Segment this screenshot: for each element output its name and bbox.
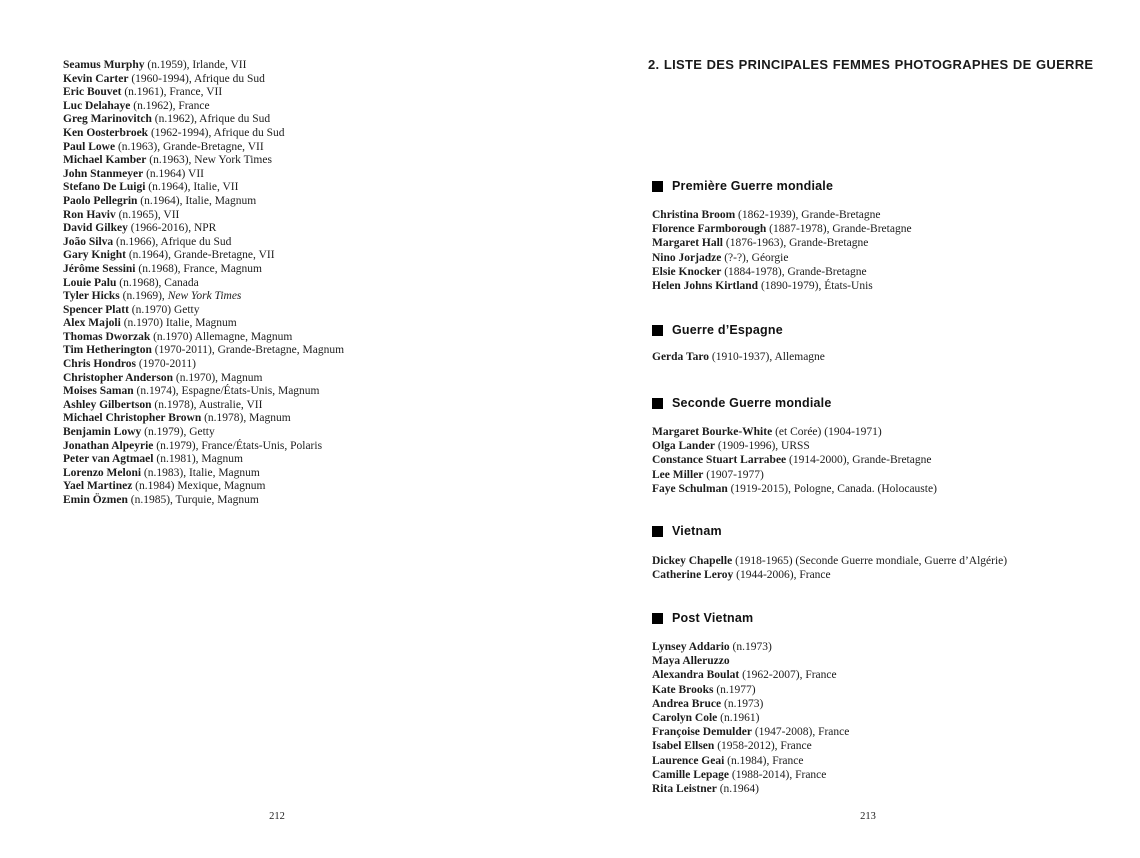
photographer-name: Tyler Hicks — [63, 290, 120, 303]
photographer-details: (1988-2014), France — [728, 768, 827, 781]
photographer-entry — [63, 344, 344, 358]
section-list-premiere-guerre-mondiale — [652, 208, 912, 293]
photographer-entry — [63, 480, 344, 494]
photographer-details: (n.1979), France/États-Unis, Polaris — [153, 439, 323, 452]
photographer-name: Paul Lowe — [63, 140, 116, 153]
photographer-details: (n.1965), VII — [115, 208, 180, 221]
photographer-details: (1919-2015), Pologne, Canada. (Holocauste) — [727, 482, 937, 495]
photographer-entry — [63, 453, 344, 467]
photographer-name: Paolo Pellegrin — [63, 194, 138, 207]
photographer-details: (1890-1979), États-Unis — [758, 280, 873, 293]
photographer-details: (?-?), Géorgie — [721, 251, 789, 264]
photographer-entry — [63, 181, 344, 195]
photographer-name: João Silva — [63, 235, 114, 248]
photographer-name: Helen Johns Kirtland — [652, 280, 759, 293]
photographer-entry — [63, 358, 344, 372]
photographer-entry — [63, 263, 344, 277]
photographer-entry — [63, 168, 344, 182]
photographer-details: (n.1964), Grande-Bretagne, VII — [125, 249, 275, 262]
photographer-details: (1909-1996), URSS — [714, 440, 810, 453]
photographer-entry — [652, 668, 849, 682]
photographer-entry — [63, 141, 344, 155]
black-square-bullet-icon — [652, 325, 663, 336]
section-heading-vietnam — [652, 524, 722, 539]
photographer-name: Françoise Demulder — [652, 726, 752, 739]
photographer-details: (n.1973) — [721, 697, 764, 710]
photographer-details: (n.1963), Grande-Bretagne, VII — [115, 140, 264, 153]
photographer-entry — [652, 236, 912, 250]
photographer-details: (1887-1978), Grande-Bretagne — [766, 223, 912, 236]
page-number-left: 212 — [269, 811, 285, 822]
photographer-details: (n.1981), Magnum — [153, 453, 243, 466]
photographer-details: (1958-2012), France — [714, 740, 812, 753]
photographer-entry — [652, 453, 937, 467]
photographer-name: Moises Saman — [63, 385, 134, 398]
photographer-name: Florence Farmborough — [652, 223, 767, 236]
photographer-entry — [63, 494, 344, 508]
photographer-details: (1907-1977) — [703, 468, 764, 481]
section-list-post-vietnam — [652, 640, 849, 796]
photographer-entry — [652, 265, 912, 279]
photographer-name: Jonathan Alpeyrie — [63, 439, 154, 452]
photographer-details: (n.1964) — [716, 783, 760, 796]
photographer-details: (1970-2011) — [135, 358, 196, 371]
photographer-name: Margaret Bourke-White — [652, 426, 773, 438]
section-heading-text: Vietnam — [672, 524, 722, 538]
photographer-details: (n.1959), Irlande, VII — [144, 59, 247, 71]
photographer-name: Ron Haviv — [63, 208, 116, 221]
photographer-entry — [652, 208, 912, 222]
photographer-name: Camille Lepage — [652, 768, 729, 781]
photographer-name: Emin Özmen — [63, 494, 128, 506]
photographer-name: Laurence Geai — [652, 754, 725, 767]
section-heading-text: Post Vietnam — [672, 611, 754, 625]
photographer-name: Gary Knight — [63, 249, 126, 262]
photographer-name: Louie Palu — [63, 276, 117, 289]
photographer-details: (n.1970), Magnum — [173, 371, 263, 384]
photographer-details: (n.1968), France, Magnum — [135, 262, 262, 275]
photographer-entry — [63, 426, 344, 440]
section-heading-post-vietnam — [652, 611, 753, 626]
photographer-name: Andrea Bruce — [652, 697, 722, 710]
photographer-entry — [652, 739, 849, 753]
photographer-details: (n.1970) Allemagne, Magnum — [150, 330, 293, 343]
photographer-entry — [63, 236, 344, 250]
photographer-name: John Stanmeyer — [63, 167, 144, 180]
photographer-details: (1884-1978), Grande-Bretagne — [721, 265, 867, 278]
photographer-details: (n.1974), Espagne/États-Unis, Magnum — [133, 385, 320, 398]
photographer-details: (n.1963), New York Times — [146, 154, 272, 167]
black-square-bullet-icon — [652, 526, 663, 537]
section-heading-premiere-guerre-mondiale — [652, 179, 833, 194]
photographer-name: Luc Delahaye — [63, 99, 131, 112]
photographer-name: Peter van Agtmael — [63, 453, 154, 466]
page-title: 2. LISTE DES PRINCIPALES FEMMES PHOTOGRAPHES DE GUERRE — [648, 57, 1094, 72]
photographer-details: (1918-1965) (Seconde Guerre mondiale, Guerre d’Algérie) — [732, 555, 1008, 567]
photographer-entry — [63, 59, 344, 73]
photographer-name: Rita Leistner — [652, 783, 717, 796]
photographer-name: Lorenzo Meloni — [63, 466, 142, 479]
photographer-details: (1960-1994), Afrique du Sud — [128, 72, 265, 85]
section-heading-guerre-espagne — [652, 323, 783, 338]
photographer-details: (n.1984), France — [724, 754, 804, 767]
photographer-details: (1910-1937), Allemagne — [708, 351, 825, 363]
photographer-name: Seamus Murphy — [63, 59, 145, 71]
photographer-entry — [652, 439, 937, 453]
photographer-entry — [652, 222, 912, 236]
photographer-name: Stefano De Luigi — [63, 181, 146, 194]
photographer-details: (1962-2007), France — [739, 669, 837, 682]
photographer-details: (n.1973) — [729, 641, 772, 653]
photographer-entry — [652, 251, 912, 265]
photographer-details: (n.1964) VII — [143, 167, 204, 180]
photographer-details: (n.1978), Australie, VII — [151, 398, 263, 411]
photographer-details: (n.1970) Italie, Magnum — [120, 317, 237, 330]
photographer-details: (et Corée) (1904-1971) — [772, 426, 882, 438]
photographer-name: Lee Miller — [652, 468, 704, 481]
photographer-details: (1914-2000), Grande-Bretagne — [786, 454, 932, 467]
photographer-name: Benjamin Lowy — [63, 426, 142, 439]
photographer-entry — [63, 73, 344, 87]
photographer-entry — [63, 385, 344, 399]
photographer-details: (n.1961) — [717, 712, 760, 725]
photographer-entry — [63, 195, 344, 209]
photographer-name: Alex Majoli — [63, 317, 121, 330]
photographer-entry — [63, 331, 344, 345]
photographer-entry — [652, 711, 849, 725]
photographer-details: (n.1985), Turquie, Magnum — [127, 494, 259, 506]
photographer-entry — [652, 683, 849, 697]
photographer-name: Christopher Anderson — [63, 371, 174, 384]
photographer-name: Eric Bouvet — [63, 86, 122, 99]
photographer-name: Constance Stuart Larrabee — [652, 454, 787, 467]
photographer-entry — [652, 554, 1007, 568]
photographer-details-italic: New York Times — [167, 290, 242, 303]
photographer-entry — [63, 86, 344, 100]
photographer-details: (n.1966), Afrique du Sud — [113, 235, 232, 248]
black-square-bullet-icon — [652, 181, 663, 192]
photographer-entry — [652, 640, 849, 654]
photographer-details: (1944-2006), France — [733, 569, 831, 582]
photographer-name: Greg Marinovitch — [63, 113, 152, 126]
photographer-details: (n.1962), France — [130, 99, 210, 112]
photographer-entry — [63, 222, 344, 236]
black-square-bullet-icon — [652, 398, 663, 409]
photographer-name: Ashley Gilbertson — [63, 398, 152, 411]
photographer-name: Catherine Leroy — [652, 569, 734, 582]
photographer-name: Jérôme Sessini — [63, 262, 136, 275]
photographer-details: (n.1979), Getty — [141, 426, 215, 439]
photographer-entry — [652, 725, 849, 739]
section-heading-text: Seconde Guerre mondiale — [672, 396, 832, 410]
photographer-entry — [652, 754, 849, 768]
photographer-entry — [652, 568, 1007, 582]
photographer-name: Carolyn Cole — [652, 712, 718, 725]
photographer-name: Tim Hetherington — [63, 344, 152, 357]
photographer-name: Dickey Chapelle — [652, 555, 733, 567]
photographer-details: (n.1969), — [119, 290, 168, 303]
photographer-details: (n.1964), Italie, VII — [145, 181, 239, 194]
photographer-details: (n.1983), Italie, Magnum — [141, 466, 260, 479]
photographer-entry — [63, 127, 344, 141]
photographer-name: Elsie Knocker — [652, 265, 722, 278]
photographer-entry — [63, 249, 344, 263]
photographer-name: Olga Lander — [652, 440, 715, 453]
photographer-details: (n.1977) — [713, 683, 756, 696]
photographer-name: Michael Kamber — [63, 154, 147, 167]
photographer-name: Isabel Ellsen — [652, 740, 715, 753]
photographer-entry — [63, 372, 344, 386]
photographer-entry — [63, 113, 344, 127]
photographer-details: (n.1978), Magnum — [201, 412, 291, 425]
photographer-details: (1962-1994), Afrique du Sud — [148, 126, 285, 139]
black-square-bullet-icon — [652, 613, 663, 624]
photographer-name: Spencer Platt — [63, 303, 129, 316]
photographer-entry — [63, 467, 344, 481]
section-heading-seconde-guerre-mondiale — [652, 396, 832, 411]
photographer-entry — [652, 697, 849, 711]
photographer-name: Yael Martinez — [63, 480, 133, 493]
page-number-right: 213 — [860, 811, 876, 822]
photographer-entry — [652, 482, 937, 496]
photographer-entry — [63, 399, 344, 413]
section-list-vietnam — [652, 554, 1007, 582]
photographer-entry — [63, 290, 344, 304]
photographer-entry — [63, 304, 344, 318]
photographer-name: Lynsey Addario — [652, 641, 730, 653]
photographer-details: (n.1962), Afrique du Sud — [151, 113, 271, 126]
photographer-entry — [63, 412, 344, 426]
section-list-guerre-espagne — [652, 350, 825, 364]
photographer-details: (n.1961), France, VII — [121, 86, 223, 99]
photographer-name: Alexandra Boulat — [652, 669, 740, 682]
male-photographers-list — [63, 59, 344, 508]
photographer-details: (n.1964), Italie, Magnum — [137, 194, 257, 207]
photographer-entry — [652, 279, 912, 293]
photographer-entry — [652, 468, 937, 482]
section-heading-text: Guerre d’Espagne — [672, 323, 783, 337]
photographer-entry — [63, 277, 344, 291]
photographer-entry — [63, 209, 344, 223]
photographer-entry — [652, 782, 849, 796]
photographer-entry — [63, 100, 344, 114]
photographer-entry — [652, 425, 937, 439]
photographer-details: (1876-1963), Grande-Bretagne — [723, 237, 869, 250]
photographer-name: David Gilkey — [63, 222, 128, 235]
photographer-name: Margaret Hall — [652, 237, 723, 250]
photographer-entry — [652, 768, 849, 782]
photographer-details: (1966-2016), NPR — [127, 222, 217, 235]
photographer-entry — [63, 440, 344, 454]
photographer-entry — [63, 317, 344, 331]
photographer-name: Faye Schulman — [652, 482, 728, 495]
section-list-seconde-guerre-mondiale — [652, 425, 937, 496]
photographer-name: Chris Hondros — [63, 358, 136, 371]
section-heading-text: Première Guerre mondiale — [672, 179, 834, 193]
photographer-name: Gerda Taro — [652, 351, 709, 363]
photographer-name: Thomas Dworzak — [63, 330, 151, 343]
photographer-entry — [652, 654, 849, 668]
photographer-name: Kevin Carter — [63, 72, 129, 85]
photographer-name: Nino Jorjadze — [652, 251, 722, 264]
photographer-entry — [652, 350, 825, 364]
photographer-details: (n.1970) Getty — [128, 303, 200, 316]
photographer-name: Maya Alleruzzo — [652, 655, 730, 668]
photographer-entry — [63, 154, 344, 168]
photographer-name: Kate Brooks — [652, 683, 714, 696]
photographer-details: (1862-1939), Grande-Bretagne — [735, 209, 881, 221]
photographer-name: Ken Oosterbroek — [63, 126, 149, 139]
photographer-details: (1947-2008), France — [751, 726, 850, 739]
photographer-name: Christina Broom — [652, 209, 736, 221]
photographer-details: (1970-2011), Grande-Bretagne, Magnum — [151, 344, 345, 357]
photographer-details: (n.1968), Canada — [116, 276, 199, 289]
photographer-details: (n.1984) Mexique, Magnum — [132, 480, 266, 493]
photographer-name: Michael Christopher Brown — [63, 412, 202, 425]
